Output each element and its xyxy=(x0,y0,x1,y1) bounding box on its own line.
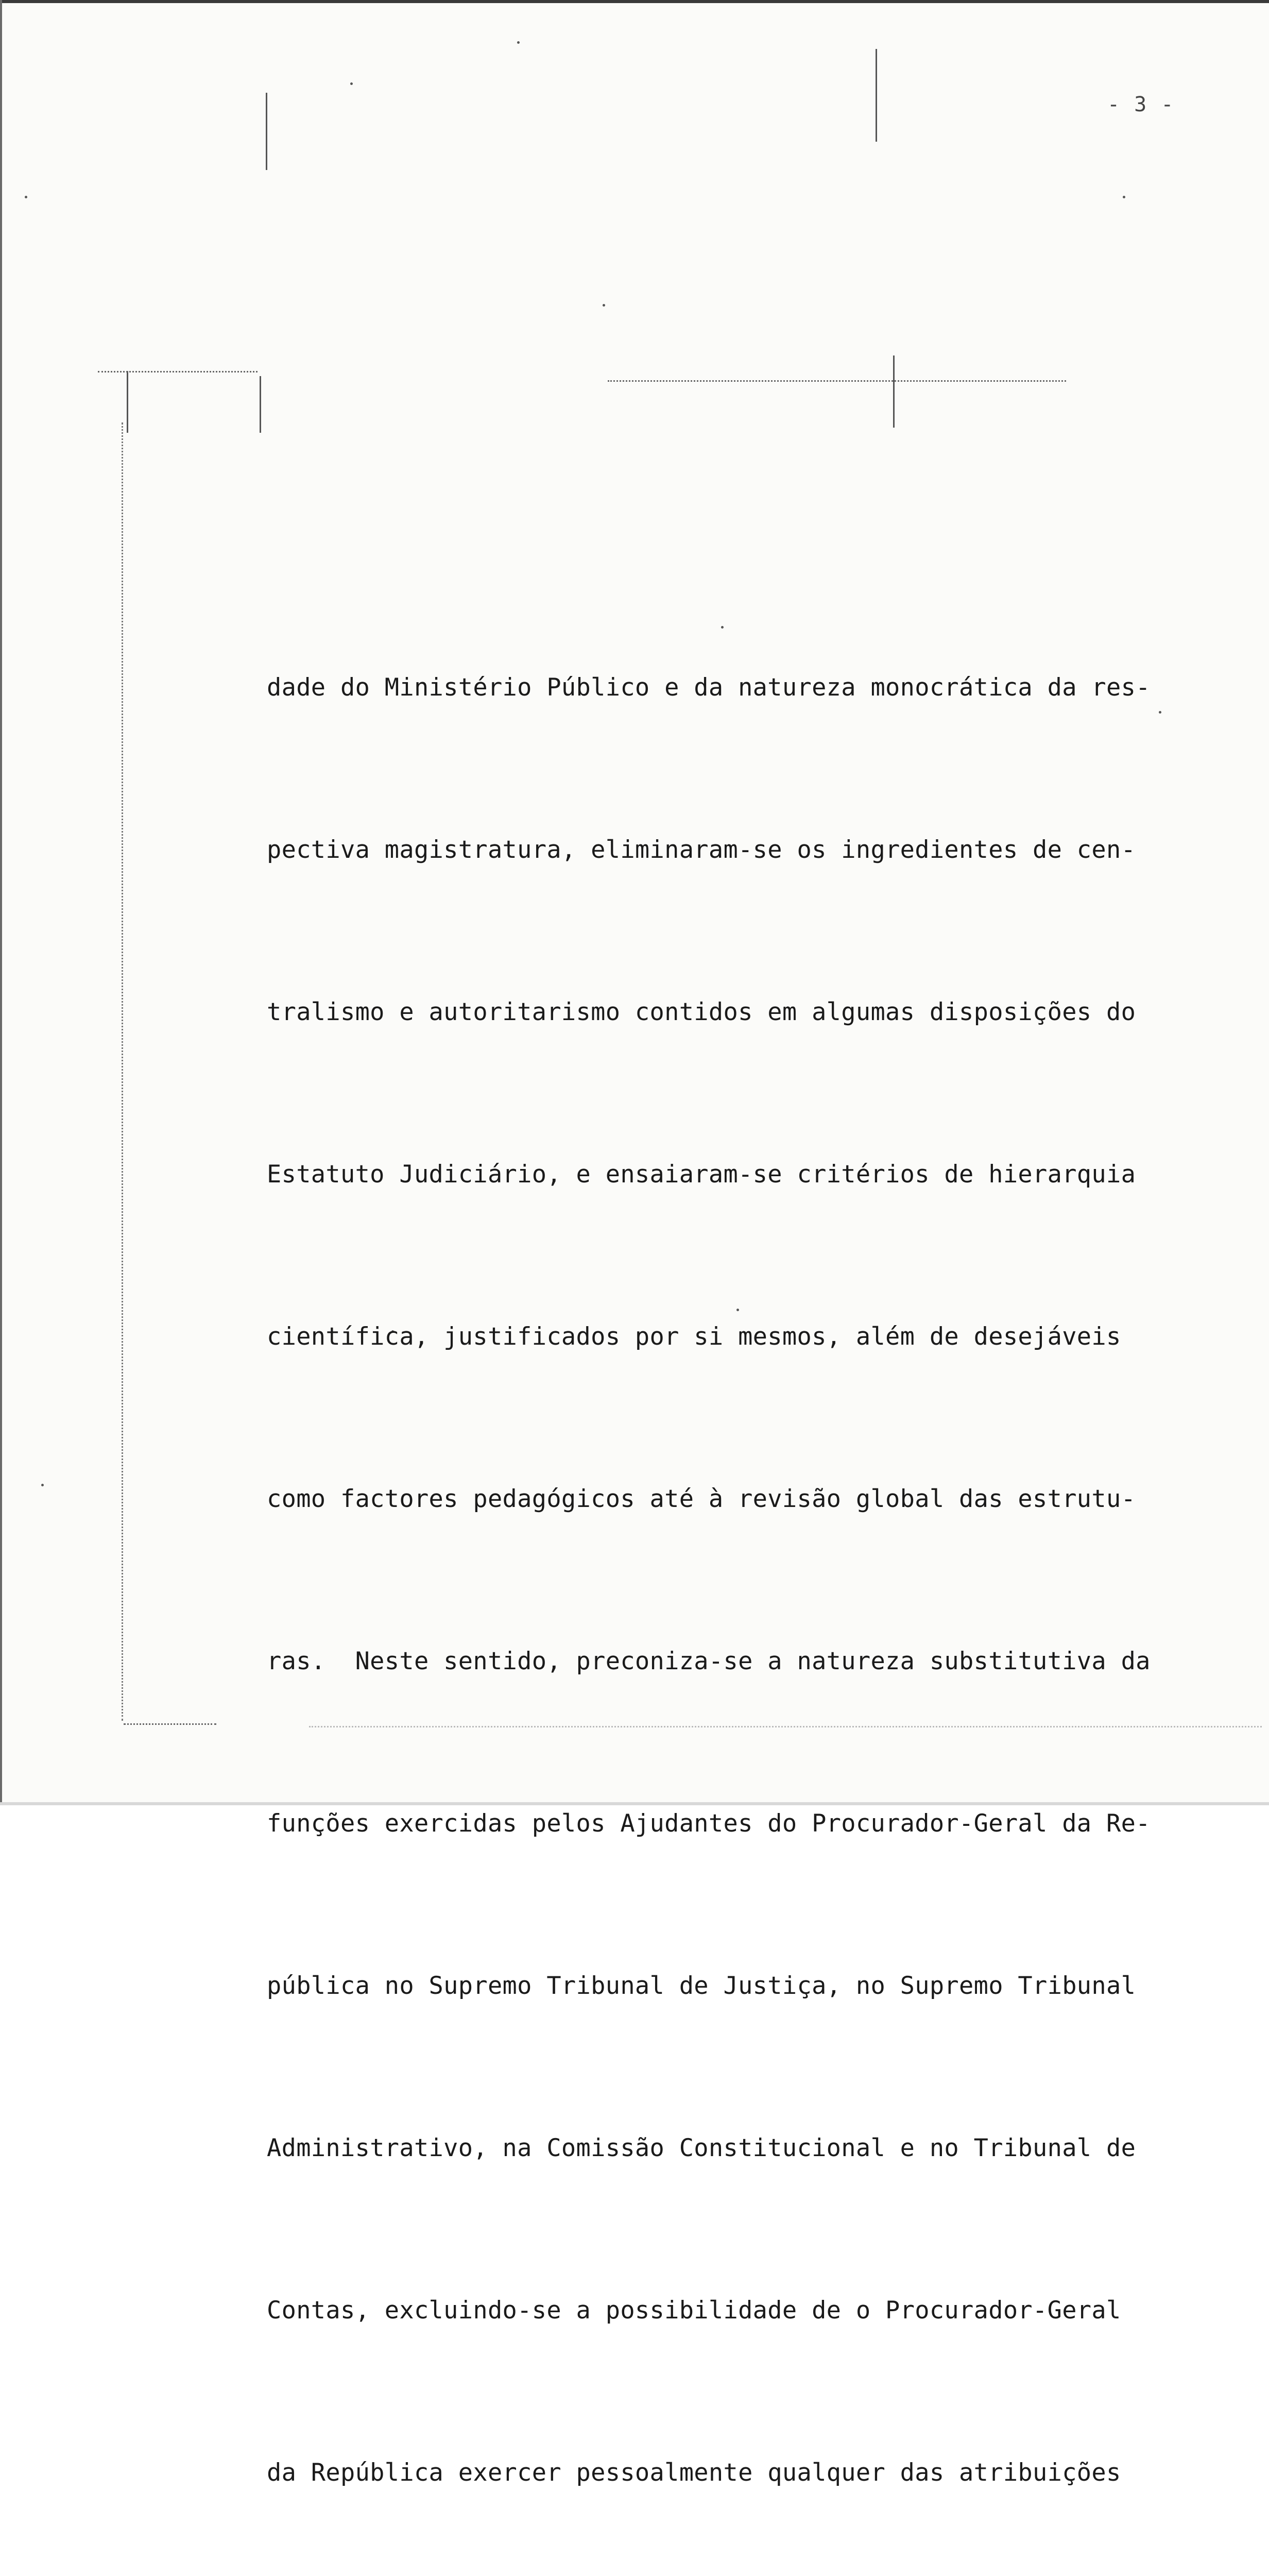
text-line: Administrativo, na Comissão Constitucional e no Tribunal de xyxy=(267,2134,1136,2162)
scan-speck xyxy=(41,1484,44,1486)
page-number: - 3 - xyxy=(1107,93,1175,116)
scan-speck xyxy=(350,82,353,85)
text-line: pectiva magistratura, eliminaram-se os ingredientes de cen- xyxy=(267,836,1136,864)
scan-artifact-stroke xyxy=(266,93,267,170)
scan-speck xyxy=(1123,196,1125,198)
scan-artifact-margin-line xyxy=(122,422,123,1721)
scan-edge-top xyxy=(0,0,1269,3)
scan-artifact-stroke xyxy=(893,355,895,428)
text-line: funções exercidas pelos Ajudantes do Procurador-Geral da Re- xyxy=(267,1809,1151,1838)
scan-speck xyxy=(517,41,520,44)
scan-artifact-stroke xyxy=(127,371,128,433)
text-line: científica, justificados por si mesmos, além de desejáveis xyxy=(267,1323,1121,1351)
text-line: ras. Neste sentido, preconiza-se a natureza substitutiva da xyxy=(267,1647,1151,1675)
scan-artifact-rule xyxy=(608,380,1066,382)
text-line: Contas, excluindo-se a possibilidade de o Procurador-Geral xyxy=(267,2296,1121,2325)
text-line: pública no Supremo Tribunal de Justiça, no Supremo Tribunal xyxy=(267,1972,1136,2000)
paragraph xyxy=(267,552,1235,2576)
scan-artifact-stroke xyxy=(876,49,877,142)
text-line: da República exercer pessoalmente qualquer das atribuições xyxy=(267,2459,1121,2487)
document-body xyxy=(267,444,1235,2576)
scan-edge-left xyxy=(0,0,2,1805)
text-line: dade do Ministério Público e da natureza monocrática da res- xyxy=(267,673,1151,702)
text-line: Estatuto Judiciário, e ensaiaram-se critérios de hierarquia xyxy=(267,1160,1136,1189)
scan-speck xyxy=(25,196,27,198)
scan-speck xyxy=(603,304,605,307)
text-line: tralismo e autoritarismo contidos em algumas disposições do xyxy=(267,998,1136,1026)
scan-artifact-stroke xyxy=(260,376,261,433)
text-line: como factores pedagógicos até à revisão global das estrutu- xyxy=(267,1485,1136,1513)
scan-artifact-rule xyxy=(124,1723,216,1725)
scan-artifact-rule xyxy=(98,371,258,372)
